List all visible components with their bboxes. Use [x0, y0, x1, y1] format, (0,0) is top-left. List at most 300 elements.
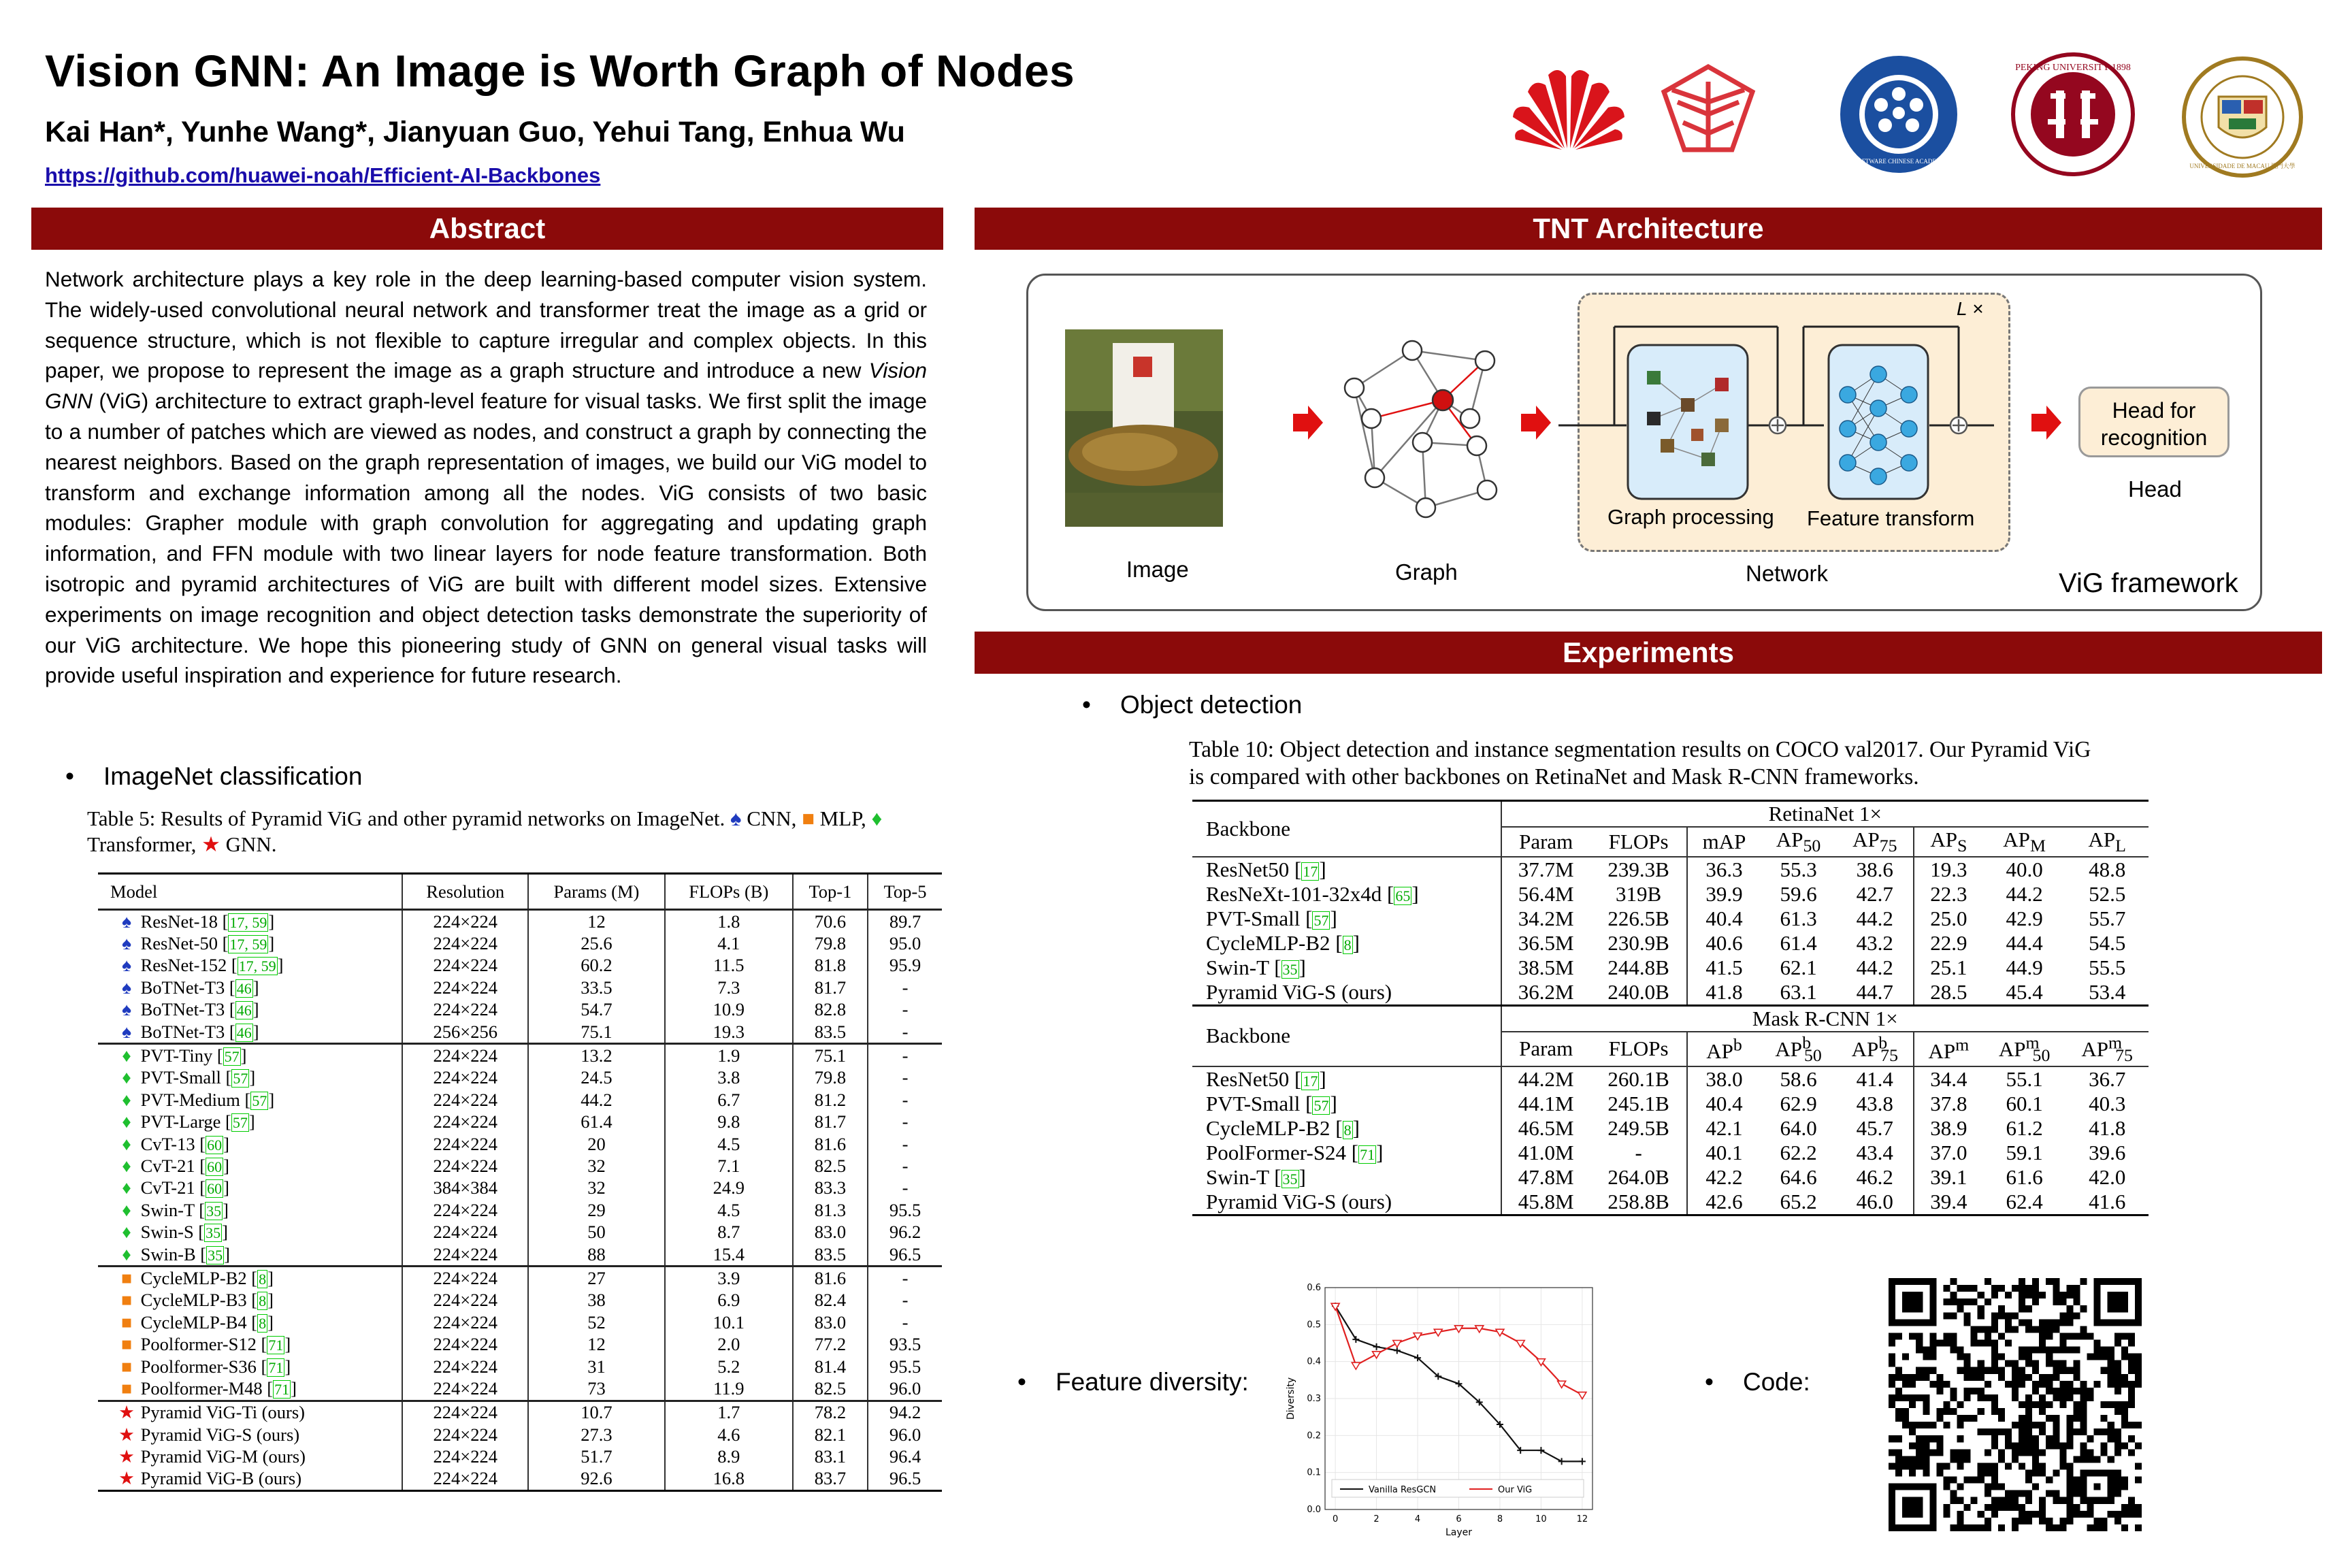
- table10-cell: 40.4: [1705, 906, 1743, 931]
- qr-module: [1943, 1339, 1950, 1346]
- qr-module: [1943, 1511, 1950, 1518]
- qr-module: [2005, 1490, 2012, 1497]
- university-of-macau-logo: [2181, 56, 2304, 178]
- table5-cell: 75.1: [793, 1044, 868, 1067]
- table10-cell: 36.3: [1705, 858, 1743, 882]
- table5-cell: -: [868, 1044, 942, 1067]
- citation-link[interactable]: 35: [1282, 961, 1298, 979]
- backbone-name: CycleMLP-B2 [: [1206, 1115, 1343, 1140]
- qr-module: [1895, 1388, 1902, 1394]
- qr-module: [1998, 1354, 2005, 1360]
- table5-cell: 50: [528, 1221, 665, 1243]
- qr-module: [2080, 1333, 2087, 1339]
- graph-illustration: [1334, 333, 1504, 538]
- qr-module: [1936, 1442, 1943, 1449]
- qr-module: [2025, 1354, 2032, 1360]
- qr-module: [2005, 1497, 2012, 1504]
- table5-col-header: Top-1: [793, 875, 868, 910]
- qr-module: [2128, 1401, 2135, 1408]
- table5-cell: -: [902, 1311, 909, 1333]
- table5-cell: 1.8: [665, 910, 793, 933]
- qr-module: [2121, 1374, 2128, 1381]
- table10-cell: 44.4: [2006, 931, 2043, 956]
- qr-module: [2108, 1374, 2114, 1381]
- qr-module: [2114, 1484, 2121, 1490]
- table5-row: [98, 1446, 942, 1467]
- table5-col-header: FLOPs (B): [665, 875, 793, 910]
- qr-module: [1950, 1298, 1957, 1305]
- table10-row: [1192, 882, 2149, 906]
- table10-cell: 249.5B: [1590, 1116, 1688, 1141]
- qr-module: [2135, 1360, 2142, 1367]
- citation-link[interactable]: 8: [1343, 1121, 1352, 1139]
- bracket: ]: [224, 1243, 230, 1264]
- qr-module: [2121, 1415, 2128, 1422]
- qr-module: [2114, 1518, 2121, 1524]
- qr-module: [1895, 1456, 1902, 1463]
- qr-module: [2032, 1326, 2039, 1333]
- qr-module: [2032, 1292, 2039, 1298]
- bracket: ]: [268, 933, 275, 954]
- table10-cell: 61.3: [1780, 906, 1817, 931]
- citation-link[interactable]: 8: [259, 1314, 267, 1332]
- qr-module: [2019, 1415, 2025, 1422]
- qr-module: [2046, 1477, 2053, 1484]
- table10-col-header-text: $AP^m$: [1928, 1034, 1970, 1063]
- table5-model-cell: [98, 1089, 402, 1111]
- subscript: 50: [2032, 1045, 2051, 1065]
- qr-module: [2080, 1442, 2087, 1449]
- qr-module: [1978, 1524, 1984, 1531]
- table5-cell: 32: [528, 1155, 665, 1177]
- citation-link[interactable]: 71: [1360, 1145, 1375, 1163]
- qr-module: [2094, 1428, 2101, 1435]
- diamond-icon: ♦: [122, 1111, 131, 1132]
- qr-module: [1984, 1504, 1991, 1511]
- qr-module: [2059, 1524, 2066, 1531]
- table5-cell: 81.7: [793, 1111, 868, 1133]
- table10-cell: 40.4: [1705, 1091, 1743, 1115]
- qr-module: [2046, 1388, 2053, 1394]
- graph-processing-module: [1627, 344, 1749, 500]
- qr-module: [1902, 1408, 1909, 1415]
- qr-module: [1998, 1415, 2005, 1422]
- table5-cell: -: [902, 999, 909, 1020]
- table10-cell: 45.8M: [1518, 1189, 1574, 1213]
- experiments-heading: Experiments: [975, 632, 2322, 674]
- qr-module: [2073, 1408, 2080, 1415]
- qr-module: [1991, 1367, 1998, 1374]
- table5-cell: 2.0: [665, 1333, 793, 1355]
- qr-module: [1984, 1484, 1991, 1490]
- table5-cell: 75.1: [528, 1021, 665, 1044]
- table5-cell: 96.5: [889, 1468, 921, 1489]
- qr-module: [1936, 1381, 1943, 1388]
- table5-cell: 83.7: [793, 1468, 868, 1490]
- qr-module: [2032, 1511, 2039, 1518]
- backbone-name: Swin-T [: [1206, 1164, 1281, 1189]
- citation-link[interactable]: 17, 59: [229, 913, 267, 931]
- qr-module: [2108, 1428, 2114, 1435]
- citation-link[interactable]: 17: [1303, 863, 1318, 881]
- model-name: CvT-21 [: [136, 1155, 206, 1176]
- qr-module: [1978, 1326, 1984, 1333]
- qr-module: [2114, 1381, 2121, 1388]
- qr-module: [1943, 1477, 1950, 1484]
- table5-row: [98, 1221, 942, 1243]
- qr-module: [2121, 1477, 2128, 1484]
- qr-module: [1889, 1401, 1895, 1408]
- qr-module: [1978, 1339, 1984, 1346]
- superscript: b: [1733, 1034, 1742, 1055]
- y-axis-label: Diversity: [1286, 1377, 1296, 1420]
- qr-module: [2025, 1422, 2032, 1428]
- citation-link[interactable]: 17, 59: [238, 958, 276, 975]
- star-icon: ★: [118, 1446, 135, 1467]
- table5-model-cell: [98, 1067, 402, 1089]
- citation-link[interactable]: 46: [236, 1002, 252, 1019]
- citation-link[interactable]: 71: [268, 1358, 284, 1376]
- citation-link[interactable]: 60: [207, 1180, 223, 1198]
- table10-col-header-text: $AP^m_{75}$: [2081, 1032, 2133, 1065]
- qr-module: [2046, 1415, 2053, 1422]
- citation-link[interactable]: 71: [274, 1380, 290, 1398]
- qr-module: [1902, 1463, 1909, 1469]
- backbone-name: CycleMLP-B2 [: [1206, 931, 1343, 956]
- table5-cell: 95.0: [889, 933, 921, 954]
- qr-module: [2039, 1347, 2046, 1354]
- table5-cell: 83.0: [793, 1221, 868, 1243]
- qr-module: [1929, 1347, 1936, 1354]
- qr-module: [2005, 1381, 2012, 1388]
- citation-link[interactable]: 57: [1313, 912, 1329, 930]
- square-icon: ■: [120, 1377, 132, 1399]
- qr-module: [2053, 1278, 2059, 1285]
- citation-link[interactable]: 35: [206, 1224, 221, 1242]
- qr-module: [2053, 1347, 2059, 1354]
- bracket: ]: [252, 999, 259, 1020]
- table10-cell: 56.4M: [1518, 882, 1574, 906]
- qr-module: [2108, 1360, 2114, 1367]
- qr-module: [1964, 1354, 1971, 1360]
- table5-cell: 4.5: [665, 1133, 793, 1155]
- qr-module: [1964, 1319, 1971, 1326]
- table10-row: [1192, 857, 2149, 882]
- qr-module: [1943, 1504, 1950, 1511]
- qr-module: [1929, 1339, 1936, 1346]
- qr-module: [2066, 1367, 2073, 1374]
- qr-module: [1957, 1449, 1964, 1456]
- qr-module: [2066, 1319, 2073, 1326]
- citation-link[interactable]: 35: [208, 1246, 223, 1264]
- qr-module: [2019, 1354, 2025, 1360]
- square-icon: ■: [120, 1334, 132, 1355]
- table5-cell: -: [902, 1111, 909, 1132]
- table10-cell: 39.4: [1930, 1189, 1967, 1213]
- table10-backbone-cell: [1192, 1066, 1501, 1092]
- qr-module: [2046, 1319, 2053, 1326]
- citation-link[interactable]: 60: [207, 1158, 223, 1175]
- table5-col-header: Params (M): [528, 875, 665, 910]
- qr-module: [1957, 1497, 1964, 1504]
- subscript: 75: [1880, 1045, 1898, 1065]
- qr-module: [2066, 1415, 2073, 1422]
- qr-module: [1964, 1298, 1971, 1305]
- qr-module: [1902, 1415, 1909, 1422]
- table5-cell: 224×224: [402, 1155, 528, 1177]
- bracket: ]: [252, 977, 259, 998]
- citation-link[interactable]: 8: [1343, 936, 1352, 954]
- bracket: ]: [1298, 1164, 1306, 1189]
- table5-model-cell: [98, 1311, 402, 1333]
- qr-module: [2019, 1278, 2025, 1285]
- qr-module: [1895, 1408, 1902, 1415]
- table5-cell: -: [902, 1290, 909, 1311]
- table10-cell: 62.4: [2006, 1189, 2043, 1213]
- qr-module: [2066, 1333, 2073, 1339]
- subscript: 75: [1879, 836, 1897, 856]
- table10-col-header-text: $AP_S$: [1930, 828, 1967, 856]
- qr-module: [2066, 1470, 2073, 1477]
- bracket: ]: [277, 955, 284, 976]
- data-point: [1496, 1329, 1504, 1336]
- legend-label: Vanilla ResGCN: [1369, 1485, 1437, 1495]
- table5-cell: 224×224: [402, 1067, 528, 1089]
- table10-col-header: [1590, 1032, 1688, 1066]
- bullet-feature-diversity-label: Feature diversity:: [1056, 1368, 1249, 1396]
- qr-module: [2066, 1312, 2073, 1319]
- qr-module: [1957, 1456, 1964, 1463]
- table5-model-cell: [98, 977, 402, 998]
- citation-link[interactable]: 57: [224, 1048, 240, 1066]
- qr-module: [2108, 1367, 2114, 1374]
- diamond-icon: ♦: [122, 1199, 131, 1220]
- table5-cell: 224×224: [402, 955, 528, 977]
- table5-cell: 38: [528, 1290, 665, 1311]
- model-name: Pyramid ViG-Ti (ours): [136, 1402, 305, 1423]
- citation-link[interactable]: 57: [1313, 1096, 1329, 1114]
- table10-cell: 41.6: [2089, 1189, 2126, 1213]
- table5-cell: 224×224: [402, 932, 528, 954]
- github-link[interactable]: https://github.com/huawei-noah/Efficient-AI-Backbones: [45, 163, 601, 187]
- bracket: ]: [291, 1377, 297, 1399]
- table5-row: [98, 1067, 942, 1089]
- qr-module: [2046, 1360, 2053, 1367]
- qr-module: [1991, 1463, 1998, 1469]
- citation-link[interactable]: 35: [206, 1202, 222, 1220]
- table10-cell: 40.1: [1705, 1140, 1743, 1164]
- qr-module: [2019, 1285, 2025, 1292]
- qr-module: [1957, 1435, 1964, 1442]
- qr-module: [2025, 1408, 2032, 1415]
- superscript: m: [2108, 1032, 2123, 1053]
- qr-module: [2053, 1292, 2059, 1298]
- table5-cell: 1.7: [665, 1401, 793, 1424]
- head-box-line1: Head for: [2112, 398, 2196, 423]
- qr-module: [1957, 1463, 1964, 1469]
- qr-module: [2025, 1518, 2032, 1524]
- table5-row: [98, 932, 942, 954]
- qr-module: [2073, 1415, 2080, 1422]
- table5-row: [98, 1044, 942, 1067]
- table10-cell: 43.4: [1837, 1141, 1914, 1165]
- table10-cell: 244.8B: [1590, 956, 1688, 980]
- table5-model-cell: [98, 1446, 402, 1467]
- qr-module: [1889, 1449, 1895, 1456]
- qr-module: [2059, 1347, 2066, 1354]
- qr-module: [1923, 1470, 1929, 1477]
- qr-module: [1964, 1394, 1971, 1401]
- qr-module: [2108, 1511, 2114, 1518]
- citation-link[interactable]: 8: [259, 1270, 267, 1288]
- qr-module: [2005, 1319, 2012, 1326]
- qr-module: [2019, 1367, 2025, 1374]
- qr-module: [2128, 1497, 2135, 1504]
- qr-module: [2025, 1428, 2032, 1435]
- qr-module: [2019, 1401, 2025, 1408]
- qr-module: [2012, 1381, 2019, 1388]
- table5-cell: 83.5: [793, 1243, 868, 1267]
- diagram-label-network: Network: [1746, 561, 1829, 586]
- table5-cell: -: [902, 1155, 909, 1176]
- table5-cell: 224×224: [402, 1111, 528, 1133]
- model-name: CycleMLP-B4 [: [136, 1311, 258, 1333]
- qr-module: [1895, 1333, 1902, 1339]
- qr-module: [1950, 1524, 1957, 1531]
- citation-link[interactable]: 57: [232, 1114, 248, 1132]
- table10-cell: 64.6: [1780, 1164, 1817, 1189]
- table10-cell: 55.3: [1780, 858, 1817, 882]
- qr-module: [2128, 1354, 2135, 1360]
- citation-link[interactable]: 65: [1395, 887, 1411, 905]
- bullet-object-detection-label: Object detection: [1120, 691, 1303, 719]
- table5-row: [98, 955, 942, 977]
- x-tick-label: 8: [1497, 1514, 1503, 1524]
- qr-module: [1984, 1298, 1991, 1305]
- qr-module: [2114, 1360, 2121, 1367]
- qr-module: [2025, 1347, 2032, 1354]
- qr-module: [1998, 1312, 2005, 1319]
- citation-link[interactable]: 57: [233, 1070, 248, 1088]
- diamond-icon: ♦: [122, 1155, 131, 1176]
- qr-module: [2046, 1354, 2053, 1360]
- qr-module: [2019, 1319, 2025, 1326]
- table10-cell: 28.5: [1930, 980, 1967, 1004]
- citation-link[interactable]: 57: [252, 1092, 267, 1109]
- qr-module: [2046, 1435, 2053, 1442]
- qr-module: [2025, 1360, 2032, 1367]
- qr-module: [2046, 1374, 2053, 1381]
- bullet-imagenet: • ImageNet classification: [65, 762, 363, 790]
- qr-module: [1936, 1374, 1943, 1381]
- architecture-heading: TNT Architecture: [975, 208, 2322, 250]
- table10-cell: 42.9: [2006, 906, 2043, 931]
- table10-col-header: [1837, 827, 1914, 857]
- qr-module: [1895, 1435, 1902, 1442]
- table5-cell: 6.9: [665, 1290, 793, 1311]
- qr-module: [2087, 1388, 2094, 1394]
- citation-link[interactable]: 60: [207, 1136, 223, 1154]
- qr-module: [1889, 1354, 1895, 1360]
- y-tick-label: 0.4: [1307, 1356, 1321, 1367]
- qr-module: [2053, 1394, 2059, 1401]
- qr-module: [1923, 1422, 1929, 1428]
- diamond-icon: ♦: [122, 1067, 131, 1088]
- square-icon: ■: [120, 1290, 132, 1311]
- table5-cell: 224×224: [402, 1133, 528, 1155]
- citation-link[interactable]: 46: [236, 979, 252, 997]
- qr-module: [2066, 1305, 2073, 1312]
- citation-link[interactable]: 35: [1282, 1170, 1298, 1188]
- head-box-line2: recognition: [2100, 425, 2208, 450]
- qr-module: [1895, 1394, 1902, 1401]
- qr-module: [1902, 1394, 1909, 1401]
- citation-link[interactable]: 17, 59: [229, 936, 267, 953]
- qr-module: [1950, 1490, 1957, 1497]
- qr-code[interactable]: [1889, 1278, 2142, 1531]
- qr-module: [2032, 1298, 2039, 1305]
- qr-module: [2073, 1388, 2080, 1394]
- qr-module: [2073, 1333, 2080, 1339]
- qr-module: [2059, 1456, 2066, 1463]
- qr-module: [2114, 1408, 2121, 1415]
- qr-module: [2073, 1428, 2080, 1435]
- table10-cell: 43.8: [1837, 1092, 1914, 1116]
- legend-label: Our ViG: [1498, 1485, 1533, 1495]
- bracket: ]: [267, 1290, 274, 1311]
- qr-module: [1964, 1312, 1971, 1319]
- table10-cell: 19.3: [1930, 858, 1967, 882]
- qr-module: [1971, 1497, 1978, 1504]
- qr-module: [1936, 1408, 1943, 1415]
- citation-link[interactable]: 46: [236, 1024, 252, 1041]
- qr-module: [2046, 1381, 2053, 1388]
- qr-module: [1991, 1339, 1998, 1346]
- data-point: [1352, 1336, 1359, 1343]
- qr-module: [2059, 1497, 2066, 1504]
- qr-module: [2101, 1347, 2108, 1354]
- citation-link[interactable]: 71: [268, 1337, 284, 1354]
- table10-cell: 52.5: [2089, 882, 2126, 906]
- qr-module: [2005, 1339, 2012, 1346]
- citation-link[interactable]: 8: [259, 1292, 267, 1310]
- bullet-code-label: Code:: [1743, 1368, 1810, 1396]
- qr-module: [2059, 1449, 2066, 1456]
- qr-module: [2053, 1490, 2059, 1497]
- qr-module: [1991, 1484, 1998, 1490]
- qr-module: [1895, 1374, 1902, 1381]
- table10-cell: 42.1: [1705, 1115, 1743, 1140]
- caption-gnn: GNN.: [225, 832, 277, 856]
- table5-cell: 25.6: [528, 932, 665, 954]
- qr-module: [1909, 1394, 1916, 1401]
- x-tick-label: 12: [1576, 1514, 1588, 1524]
- subscript: L: [2115, 836, 2126, 856]
- table5-row: [98, 1311, 942, 1333]
- data-point: [1373, 1352, 1381, 1358]
- qr-module: [2087, 1333, 2094, 1339]
- model-name: PVT-Medium [: [136, 1089, 251, 1110]
- table5-row: [98, 1089, 942, 1111]
- qr-module: [2053, 1388, 2059, 1394]
- qr-module: [1998, 1374, 2005, 1381]
- qr-module: [2135, 1524, 2142, 1531]
- citation-link[interactable]: 17: [1303, 1072, 1318, 1090]
- qr-module: [1991, 1312, 1998, 1319]
- qr-module: [1923, 1401, 1929, 1408]
- qr-module: [2053, 1470, 2059, 1477]
- table10-cell: 38.0: [1705, 1066, 1743, 1091]
